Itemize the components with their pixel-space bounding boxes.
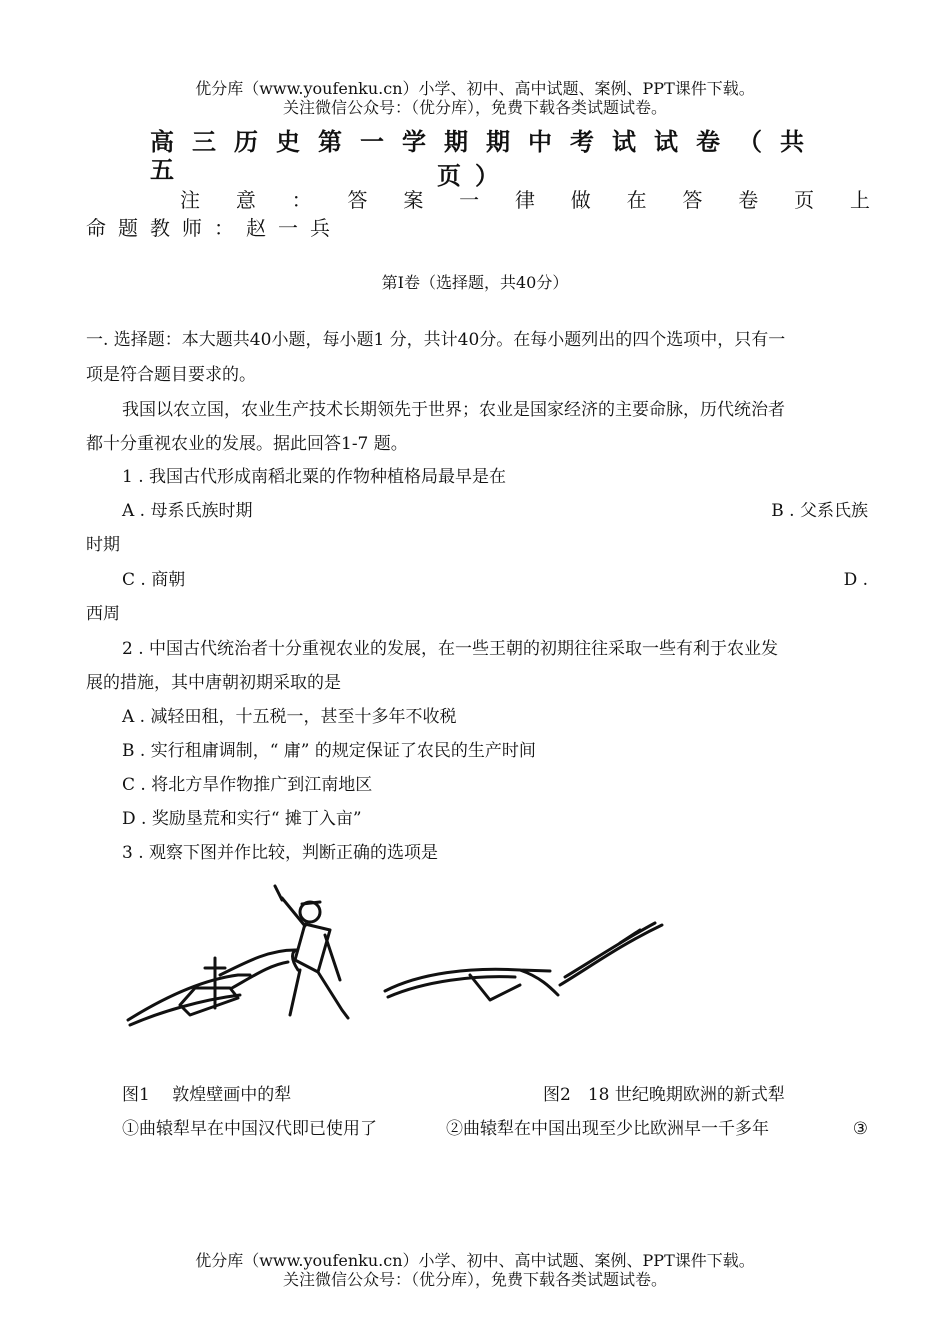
- header-line-2: 关注微信公众号：（优分库），免费下载各类试题试卷。: [282, 98, 667, 117]
- exam-title-line-2: 页）: [437, 161, 513, 190]
- notice-char: 一: [459, 188, 480, 212]
- q1-stem: 1 . 我国古代形成南稻北粟的作物种植格局最早是在: [122, 467, 507, 487]
- q1-option-a: A . 母系氏族时期: [122, 501, 253, 521]
- notice-char: 案: [403, 188, 424, 212]
- q1-option-b: B . 父系氏族: [771, 501, 868, 521]
- section-title: 第Ⅰ卷（选择题，共40分）: [381, 273, 569, 292]
- figure-1-caption: 图1 敦煌壁画中的犁: [122, 1085, 292, 1105]
- intro-line-2: 项是符合题目要求的。: [86, 365, 256, 385]
- exam-title-line-1: 高三历史第一学期期中考试试卷（共五: [150, 127, 822, 184]
- passage-line-2: 都十分重视农业的发展。据此回答1-7 题。: [86, 434, 408, 454]
- header-line-1: 优分库（www.youfenku.cn）小学、初中、高中试题、案例、PPT课件下载。: [195, 79, 755, 98]
- notice-char: 注: [180, 188, 200, 212]
- q3-option-2: ②曲辕犁在中国出现至少比欧洲早一千多年: [446, 1119, 769, 1139]
- notice-char: 页: [794, 188, 815, 212]
- figure-2-caption: 图2 18 世纪晚期欧洲的新式犁: [543, 1085, 785, 1105]
- notice-char: 答: [682, 188, 703, 212]
- intro-line-1: 一. 选择题：本大题共40小题，每小题1 分，共计40分。在每小题列出的四个选项中，只有一: [86, 330, 786, 350]
- q2-option-b: B . 实行租庸调制，“ 庸” 的规定保证了农民的生产时间: [122, 741, 536, 761]
- notice-char: 做: [570, 188, 591, 212]
- q1-option-d-cont: 西周: [86, 604, 120, 624]
- notice-char: 答: [347, 188, 368, 212]
- q1-option-d: D .: [843, 570, 868, 590]
- q1-option-c: C . 商朝: [122, 570, 186, 590]
- q3-option-3: ③: [852, 1119, 868, 1139]
- european-plough-figure: [380, 915, 670, 1005]
- author-line: 命题教师：赵一兵: [86, 216, 342, 240]
- footer-line-2: 关注微信公众号：（优分库），免费下载各类试题试卷。: [282, 1270, 667, 1289]
- q2-stem-line-1: 2 . 中国古代统治者十分重视农业的发展，在一些王朝的初期往往采取一些有利于农业发: [122, 639, 779, 659]
- q2-option-c: C . 将北方旱作物推广到江南地区: [122, 775, 373, 795]
- passage-line-1: 我国以农立国，农业生产技术长期领先于世界；农业是国家经济的主要命脉，历代统治者: [122, 400, 785, 420]
- q3-stem: 3 . 观察下图并作比较，判断正确的选项是: [122, 843, 439, 863]
- q3-option-1: ①曲辕犁早在中国汉代即已使用了: [122, 1119, 377, 1139]
- notice-char: 在: [626, 188, 647, 212]
- notice-char: 卷: [738, 188, 759, 212]
- notice-char: 意: [235, 188, 256, 212]
- q2-option-d: D . 奖励垦荒和实行“ 摊丁入亩”: [122, 809, 362, 829]
- q2-stem-line-2: 展的措施，其中唐朝初期采取的是: [86, 673, 341, 693]
- notice-line: [180, 184, 870, 213]
- notice-char: ：: [291, 188, 312, 212]
- footer-line-1: 优分库（www.youfenku.cn）小学、初中、高中试题、案例、PPT课件下载。: [195, 1251, 755, 1270]
- notice-char: 律: [514, 188, 535, 212]
- dunhuang-plough-figure: [120, 880, 360, 1030]
- q1-option-b-cont: 时期: [86, 535, 120, 555]
- notice-char: 上: [849, 188, 870, 212]
- q2-option-a: A . 减轻田租，十五税一，甚至十多年不收税: [122, 707, 457, 727]
